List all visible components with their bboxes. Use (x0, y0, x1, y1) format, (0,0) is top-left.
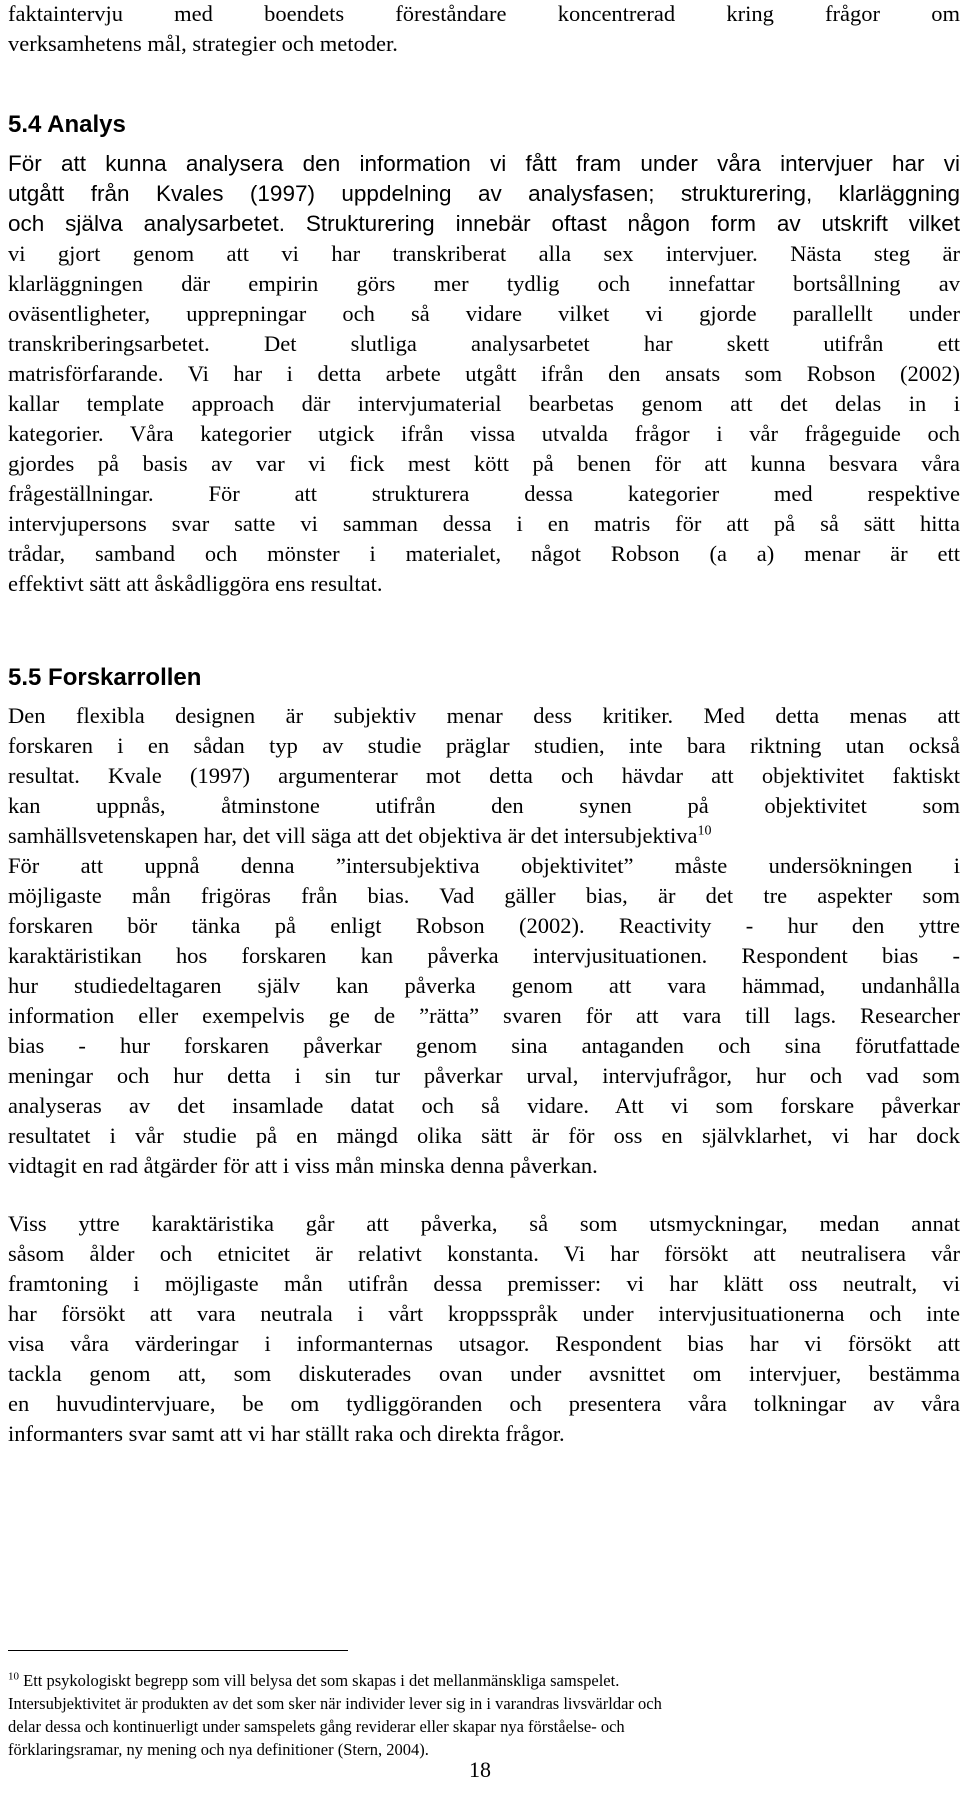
body-line-with-footnote (8, 822, 712, 850)
body-line: transkriberingsarbetet. Det slutliga analysarbetet har skett utifrån ett (8, 331, 960, 356)
body-line: klarläggningen där empirin görs mer tydlig och innefattar bortsållning av (8, 271, 960, 296)
body-line: oväsentligheter, upprepningar och så vidare vilket vi gjorde parallellt under (8, 301, 960, 326)
body-line: framtoning i möjligaste mån utifrån dessa premisser: vi har klätt oss neutralt, vi (8, 1271, 960, 1296)
footnote-reference: 10 (697, 823, 712, 839)
footnote-line: förklaringsramar, ny mening och nya definitioner (Stern, 2004). (8, 1740, 429, 1759)
body-line: resultatet i vår studie på en mängd olika sätt är för oss en självklarhet, vi har dock (8, 1123, 960, 1148)
footnote-line: delar dessa och kontinuerligt under samspelets gång reviderar eller skapar nya förståelse- och (8, 1717, 625, 1736)
body-line: information eller exempelvis ge de ”rätta” svaren för att vara till lags. Researcher (8, 1003, 960, 1028)
body-line: kategorier. Våra kategorier utgick ifrån vissa utvalda frågor i vår frågeguide och (8, 421, 960, 446)
footnote-line (8, 1670, 619, 1692)
section-heading-forskarrollen: 5.5 Forskarrollen (8, 664, 202, 691)
body-line: Den flexibla designen är subjektiv menar dess kritiker. Med detta menas att (8, 703, 960, 728)
body-line: har försökt att vara neutrala i vårt kroppsspråk under intervjusituationerna och inte (8, 1301, 960, 1326)
body-line: Viss yttre karaktäristika går att påverka, så som utsmyckningar, medan annat (8, 1211, 960, 1236)
body-line: För att uppnå denna ”intersubjektiva objektivitet” måste undersökningen i (8, 853, 960, 878)
body-line: och själva analysarbetet. Strukturering innebär oftast någon form av utskrift vilket (8, 211, 960, 236)
body-line: vi gjort genom att vi har transkriberat alla sex intervjuer. Nästa steg är (8, 241, 960, 266)
body-line: matrisförfarande. Vi har i detta arbete utgått ifrån den ansats som Robson (2002) (8, 361, 960, 386)
footnote-separator (8, 1650, 348, 1651)
body-line: vidtagit en rad åtgärder för att i viss mån minska denna påverkan. (8, 1153, 598, 1178)
body-line: gjordes på basis av var vi fick mest kött på benen för att kunna besvara våra (8, 451, 960, 476)
body-line: För att kunna analysera den information vi fått fram under våra intervjuer har vi (8, 151, 960, 176)
body-line: effektivt sätt att åskådliggöra ens resultat. (8, 571, 383, 596)
body-line: visa våra värderingar i informanternas utsagor. Respondent bias har vi försökt att (8, 1331, 960, 1356)
body-line: frågeställningar. För att strukturera dessa kategorier med respektive (8, 481, 960, 506)
body-line: meningar och hur detta i sin tur påverkar urval, intervjufrågor, hur och vad som (8, 1063, 960, 1088)
section-heading-analys: 5.4 Analys (8, 111, 126, 138)
intro-line: faktaintervju med boendets föreståndare koncentrerad kring frågor om (8, 1, 960, 26)
body-line: hur studiedeltagaren själv kan påverka genom att vara hämmad, undanhålla (8, 973, 960, 998)
body-line: tackla genom att, som diskuterades ovan under avsnittet om intervjuer, bestämma (8, 1361, 960, 1386)
footnote-number: 10 (8, 1670, 19, 1683)
body-line: en huvudintervjuare, be om tydliggöranden och presentera våra tolkningar av våra (8, 1391, 960, 1416)
body-line: bias - hur forskaren påverkar genom sina antaganden och sina förutfattade (8, 1033, 960, 1058)
body-line: möjligaste mån frigöras från bias. Vad gäller bias, är det tre aspekter som (8, 883, 960, 908)
body-line-text: samhällsvetenskapen har, det vill säga att det objektiva är det intersubjektiva (8, 823, 698, 848)
body-line: trådar, samband och mönster i materialet, något Robson (a a) menar är ett (8, 541, 960, 566)
body-line: kan uppnås, åtminstone utifrån den synen på objektivitet som (8, 793, 960, 818)
body-line: karaktäristikan hos forskaren kan påverka intervjusituationen. Respondent bias - (8, 943, 960, 968)
body-line: forskaren i en sådan typ av studie präglar studien, inte bara riktning utan också (8, 733, 960, 758)
page-number: 18 (469, 1757, 491, 1782)
body-line: utgått från Kvales (1997) uppdelning av analysfasen; strukturering, klarläggning (8, 181, 960, 206)
body-line: analyseras av det insamlade datat och så vidare. Att vi som forskare påverkar (8, 1093, 960, 1118)
body-line: såsom ålder och etnicitet är relativt konstanta. Vi har försökt att neutralisera vår (8, 1241, 960, 1266)
body-line: forskaren bör tänka på enligt Robson (2002). Reactivity - hur den yttre (8, 913, 960, 938)
body-line: intervjupersons svar satte vi samman dessa i en matris för att på så sätt hitta (8, 511, 960, 536)
footnote-text: Ett psykologiskt begrepp som vill belysa det som skapas i det mellanmänskliga samspelet. (19, 1671, 620, 1690)
body-line: kallar template approach där intervjumaterial bearbetas genom att det delas in i (8, 391, 960, 416)
body-line: informanters svar samt att vi har ställt raka och direkta frågor. (8, 1421, 565, 1446)
body-line: resultat. Kvale (1997) argumenterar mot detta och hävdar att objektivitet faktiskt (8, 763, 960, 788)
intro-line: verksamhetens mål, strategier och metoder. (8, 31, 398, 56)
footnote-line: Intersubjektivitet är produkten av det som sker när individer lever sig in i varandras livsvärldar och (8, 1694, 662, 1713)
